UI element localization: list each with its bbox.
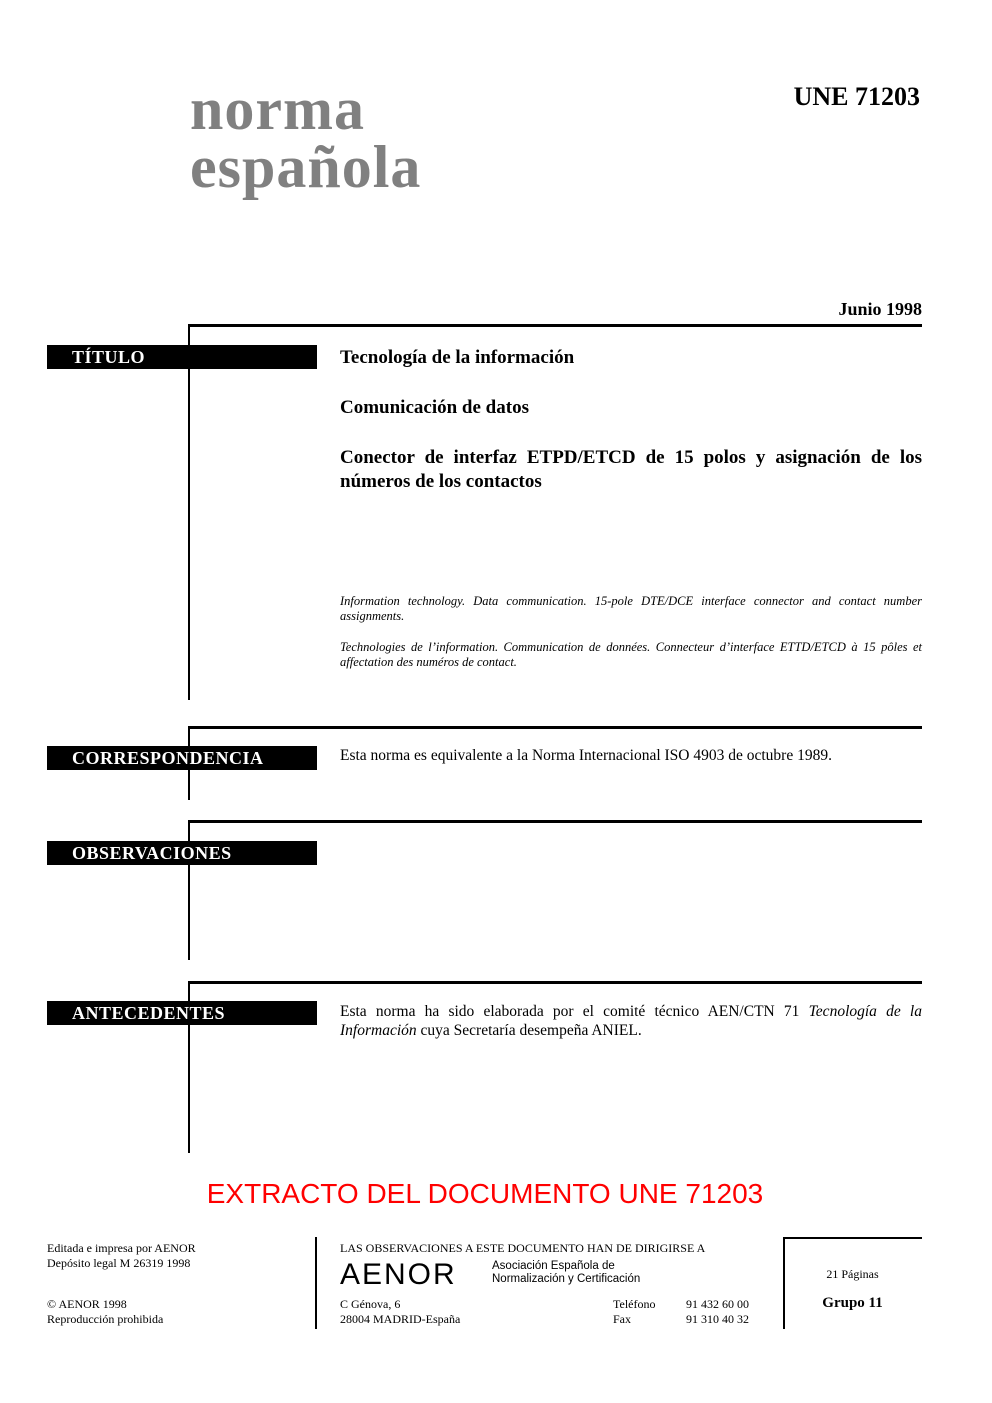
price-group: Grupo 11 xyxy=(822,1295,883,1311)
section-divider-titulo xyxy=(188,324,922,327)
copyright: © AENOR 1998 xyxy=(47,1297,127,1311)
footer-divider-right xyxy=(783,1237,785,1329)
section-divider-observaciones xyxy=(188,820,922,823)
address-line-1: C Génova, 6 xyxy=(340,1297,401,1311)
deposito-legal: Depósito legal M 26319 1998 xyxy=(47,1256,191,1270)
brand-line-2: española xyxy=(190,134,422,200)
title-english: Information technology. Data communication. 15-pole DTE/DCE interface connector and contact number assignments. xyxy=(340,594,922,623)
address-line-2: 28004 MADRID-España xyxy=(340,1312,461,1326)
aenor-logo: AENOR xyxy=(340,1258,457,1291)
section-divider-antecedentes xyxy=(188,981,922,984)
contact-labels xyxy=(613,1297,683,1327)
edited-by: Editada e impresa por AENOR xyxy=(47,1241,196,1255)
aenor-full-name xyxy=(492,1260,640,1286)
committee-name: Tecnología de la Información xyxy=(340,1003,922,1039)
section-label-titulo: TÍTULO xyxy=(47,345,317,369)
footer-copyright-info xyxy=(47,1297,307,1327)
telefono-number: 91 432 60 00 xyxy=(686,1297,749,1311)
correspondencia-text: Esta norma es equivalente a la Norma Internacional ISO 4903 de octubre 1989. xyxy=(340,747,832,764)
extract-notice: EXTRACTO DEL DOCUMENTO UNE 71203 xyxy=(206,1178,764,1209)
footer-divider-left xyxy=(315,1237,317,1329)
aenor-name-line-1: Asociación Española de xyxy=(492,1260,615,1272)
antecedentes-text-suffix: cuya Secretaría desempeña ANIEL. xyxy=(416,1022,642,1039)
page-count: 21 Páginas xyxy=(826,1267,879,1281)
aenor-address xyxy=(340,1297,600,1327)
footer-edition-info xyxy=(47,1241,307,1271)
section-label-observaciones: OBSERVACIONES xyxy=(47,841,317,865)
antecedentes-text-prefix: Esta norma ha sido elaborada por el comité técnico AEN/CTN 71 xyxy=(340,1003,809,1020)
reproduction-notice: Reproducción prohibida xyxy=(47,1312,164,1326)
aenor-name-line-2: Normalización y Certificación xyxy=(492,1273,641,1285)
section-divider-correspondencia xyxy=(188,726,922,729)
brand-title xyxy=(190,76,422,200)
brand-line-1: norma xyxy=(190,76,365,142)
fax-label: Fax xyxy=(613,1312,631,1326)
section-label-antecedentes: ANTECEDENTES xyxy=(47,1001,317,1025)
title-french: Technologies de l’information. Communication de données. Connecteur d’interface ETTD/ETCD à 15 pôles et affectation des numéros de contact. xyxy=(340,640,922,669)
section-rule-titulo xyxy=(188,324,190,700)
observaciones-notice: LAS OBSERVACIONES A ESTE DOCUMENTO HAN DE DIRIGIRSE A xyxy=(340,1241,706,1255)
standard-code: UNE 71203 xyxy=(793,82,920,111)
antecedentes-text xyxy=(340,1002,922,1040)
footer-box-top xyxy=(783,1237,922,1239)
fax-number: 91 310 40 32 xyxy=(686,1312,749,1326)
publication-date: Junio 1998 xyxy=(838,299,922,319)
title-line-3: Conector de interfaz ETPD/ETCD de 15 polos y asignación de los números de los contactos xyxy=(340,447,922,492)
title-line-1: Tecnología de la información xyxy=(340,347,575,368)
contact-values xyxy=(686,1297,776,1327)
title-line-2: Comunicación de datos xyxy=(340,397,529,418)
section-label-correspondencia: CORRESPONDENCIA xyxy=(47,746,317,770)
telefono-label: Teléfono xyxy=(613,1297,656,1311)
